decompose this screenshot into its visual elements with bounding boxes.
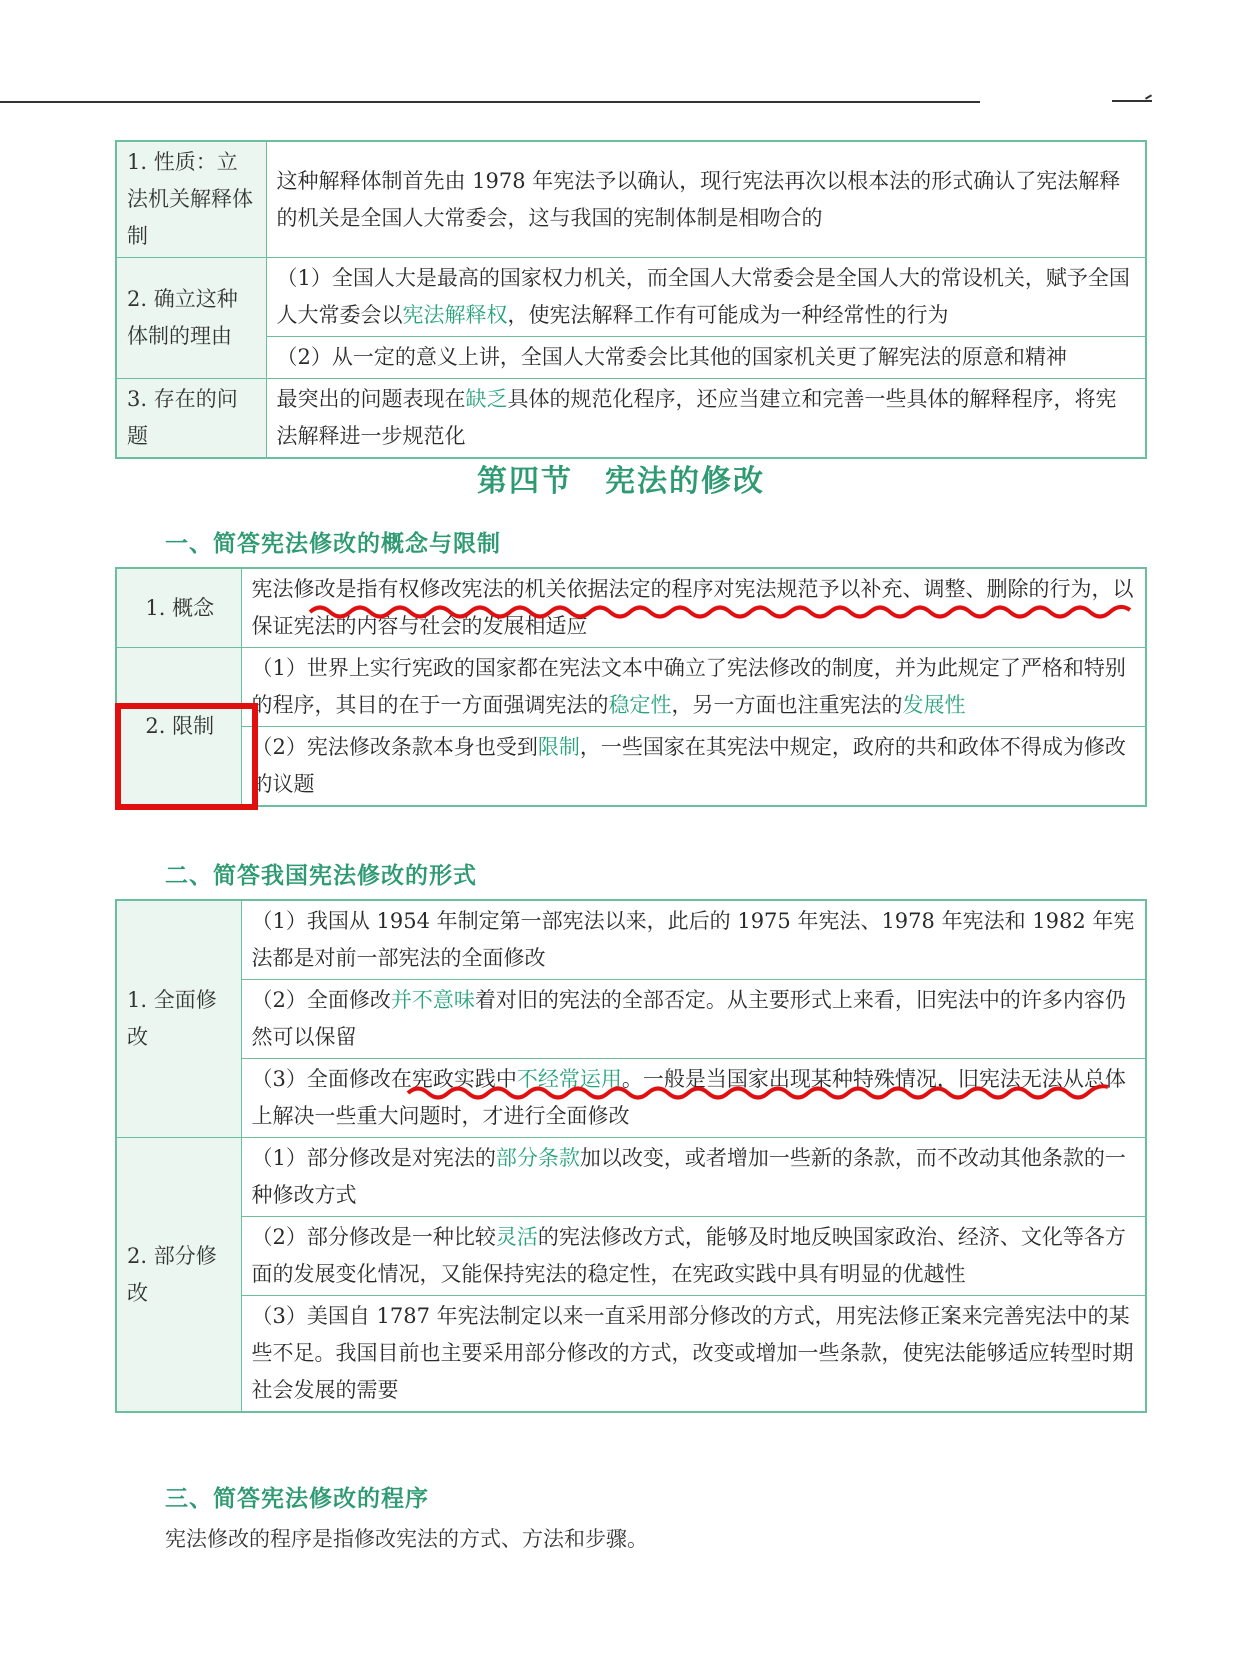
row-label: 3. 存在的问题 [116, 379, 266, 459]
table-row [116, 141, 1146, 258]
highlight-term: 并不意味 [390, 988, 475, 1012]
row-text: （2）部分修改是一种比较灵活的宪法修改方式，能够及时地反映国家政治、经济、文化等各方面的发展变化情况，又能保持宪法的稳定性，在宪政实践中具有明显的优越性 [241, 1217, 1146, 1296]
row-text: （3）美国自 1787 年宪法制定以来一直采用部分修改的方式，用宪法修正案来完善宪法中的某些不足。我国目前也主要采用部分修改的方式，改变或增加一些条款，使宪法能够适应转型时期社会发展的需要 [241, 1296, 1146, 1413]
table-row [116, 379, 1146, 459]
highlight-term: 限制 [537, 735, 580, 759]
row-text: （1）部分修改是对宪法的部分条款加以改变，或者增加一些新的条款，而不改动其他条款的一种修改方式 [241, 1138, 1146, 1217]
highlight-term: 灵活 [495, 1225, 538, 1249]
row-text: 最突出的问题表现在缺乏具体的规范化程序，还应当建立和完善一些具体的解释程序，将宪法解释进一步规范化 [266, 379, 1146, 459]
row-text: 宪法修改是指有权修改宪法的机关依据法定的程序对宪法规范予以补充、调整、删除的行为，以保证宪法的内容与社会的发展相适应 [241, 568, 1146, 648]
header-rule-tick [1145, 94, 1152, 99]
table-row [116, 900, 1146, 980]
table-row [116, 258, 1146, 337]
table-row [116, 1296, 1146, 1413]
row-label: 1. 性质：立法机关解释体制 [116, 141, 266, 258]
row-label: 2. 部分修改 [116, 1138, 241, 1413]
row-text: （1）我国从 1954 年制定第一部宪法以来，此后的 1975 年宪法、1978 年宪法和 1982 年宪法都是对前一部宪法的全面修改 [241, 900, 1146, 980]
interpretation-table [115, 140, 1147, 459]
row-label: 2. 限制 [116, 648, 241, 807]
heading-forms: 二、简答我国宪法修改的形式 [165, 863, 477, 889]
row-text: （2）宪法修改条款本身也受到限制，一些国家在其宪法中规定，政府的共和政体不得成为修改的议题 [241, 727, 1146, 807]
highlight-term: 部分条款 [495, 1146, 580, 1170]
section-title: 第四节 宪法的修改 [477, 464, 765, 499]
highlight-term: 发展性 [902, 693, 966, 717]
procedure-definition: 宪法修改的程序是指修改宪法的方式、方法和步骤。 [165, 1527, 648, 1551]
heading-procedure: 三、简答宪法修改的程序 [165, 1486, 429, 1512]
highlight-term: 缺乏 [465, 387, 508, 411]
row-text: （3）全面修改在宪政实践中不经常运用。一般是当国家出现某种特殊情况，旧宪法无法从总体上解决一些重大问题时，才进行全面修改 [241, 1059, 1146, 1138]
heading-concept-limits: 一、简答宪法修改的概念与限制 [165, 531, 501, 557]
row-label: 1. 全面修改 [116, 900, 241, 1138]
header-rule-right [1112, 100, 1152, 102]
table-row [116, 727, 1146, 807]
table-row [116, 1059, 1146, 1138]
highlight-term: 宪法解释权 [402, 303, 508, 327]
table-row [116, 568, 1146, 648]
row-label: 1. 概念 [116, 568, 241, 648]
table-row [116, 1138, 1146, 1217]
table-row [116, 1217, 1146, 1296]
table-row [116, 980, 1146, 1059]
table-row [116, 648, 1146, 727]
row-text: （2）全面修改并不意味着对旧的宪法的全部否定。从主要形式上来看，旧宪法中的许多内容仍然可以保留 [241, 980, 1146, 1059]
table-row [116, 337, 1146, 379]
concept-limit-table [115, 567, 1147, 807]
row-text: （1）全国人大是最高的国家权力机关，而全国人大常委会是全国人大的常设机关，赋予全国人大常委会以宪法解释权，使宪法解释工作有可能成为一种经常性的行为 [266, 258, 1146, 337]
highlight-term: 不经常运用 [516, 1067, 622, 1091]
row-text: （1）世界上实行宪政的国家都在宪法文本中确立了宪法修改的制度，并为此规定了严格和特别的程序，其目的在于一方面强调宪法的稳定性，另一方面也注重宪法的发展性 [241, 648, 1146, 727]
amendment-forms-table [115, 899, 1147, 1413]
header-rule [0, 101, 980, 103]
row-text: （2）从一定的意义上讲，全国人大常委会比其他的国家机关更了解宪法的原意和精神 [266, 337, 1146, 379]
row-label: 2. 确立这种体制的理由 [116, 258, 266, 379]
row-text: 这种解释体制首先由 1978 年宪法予以确认，现行宪法再次以根本法的形式确认了宪法解释的机关是全国人大常委会，这与我国的宪制体制是相吻合的 [266, 141, 1146, 258]
highlight-term: 稳定性 [608, 693, 672, 717]
